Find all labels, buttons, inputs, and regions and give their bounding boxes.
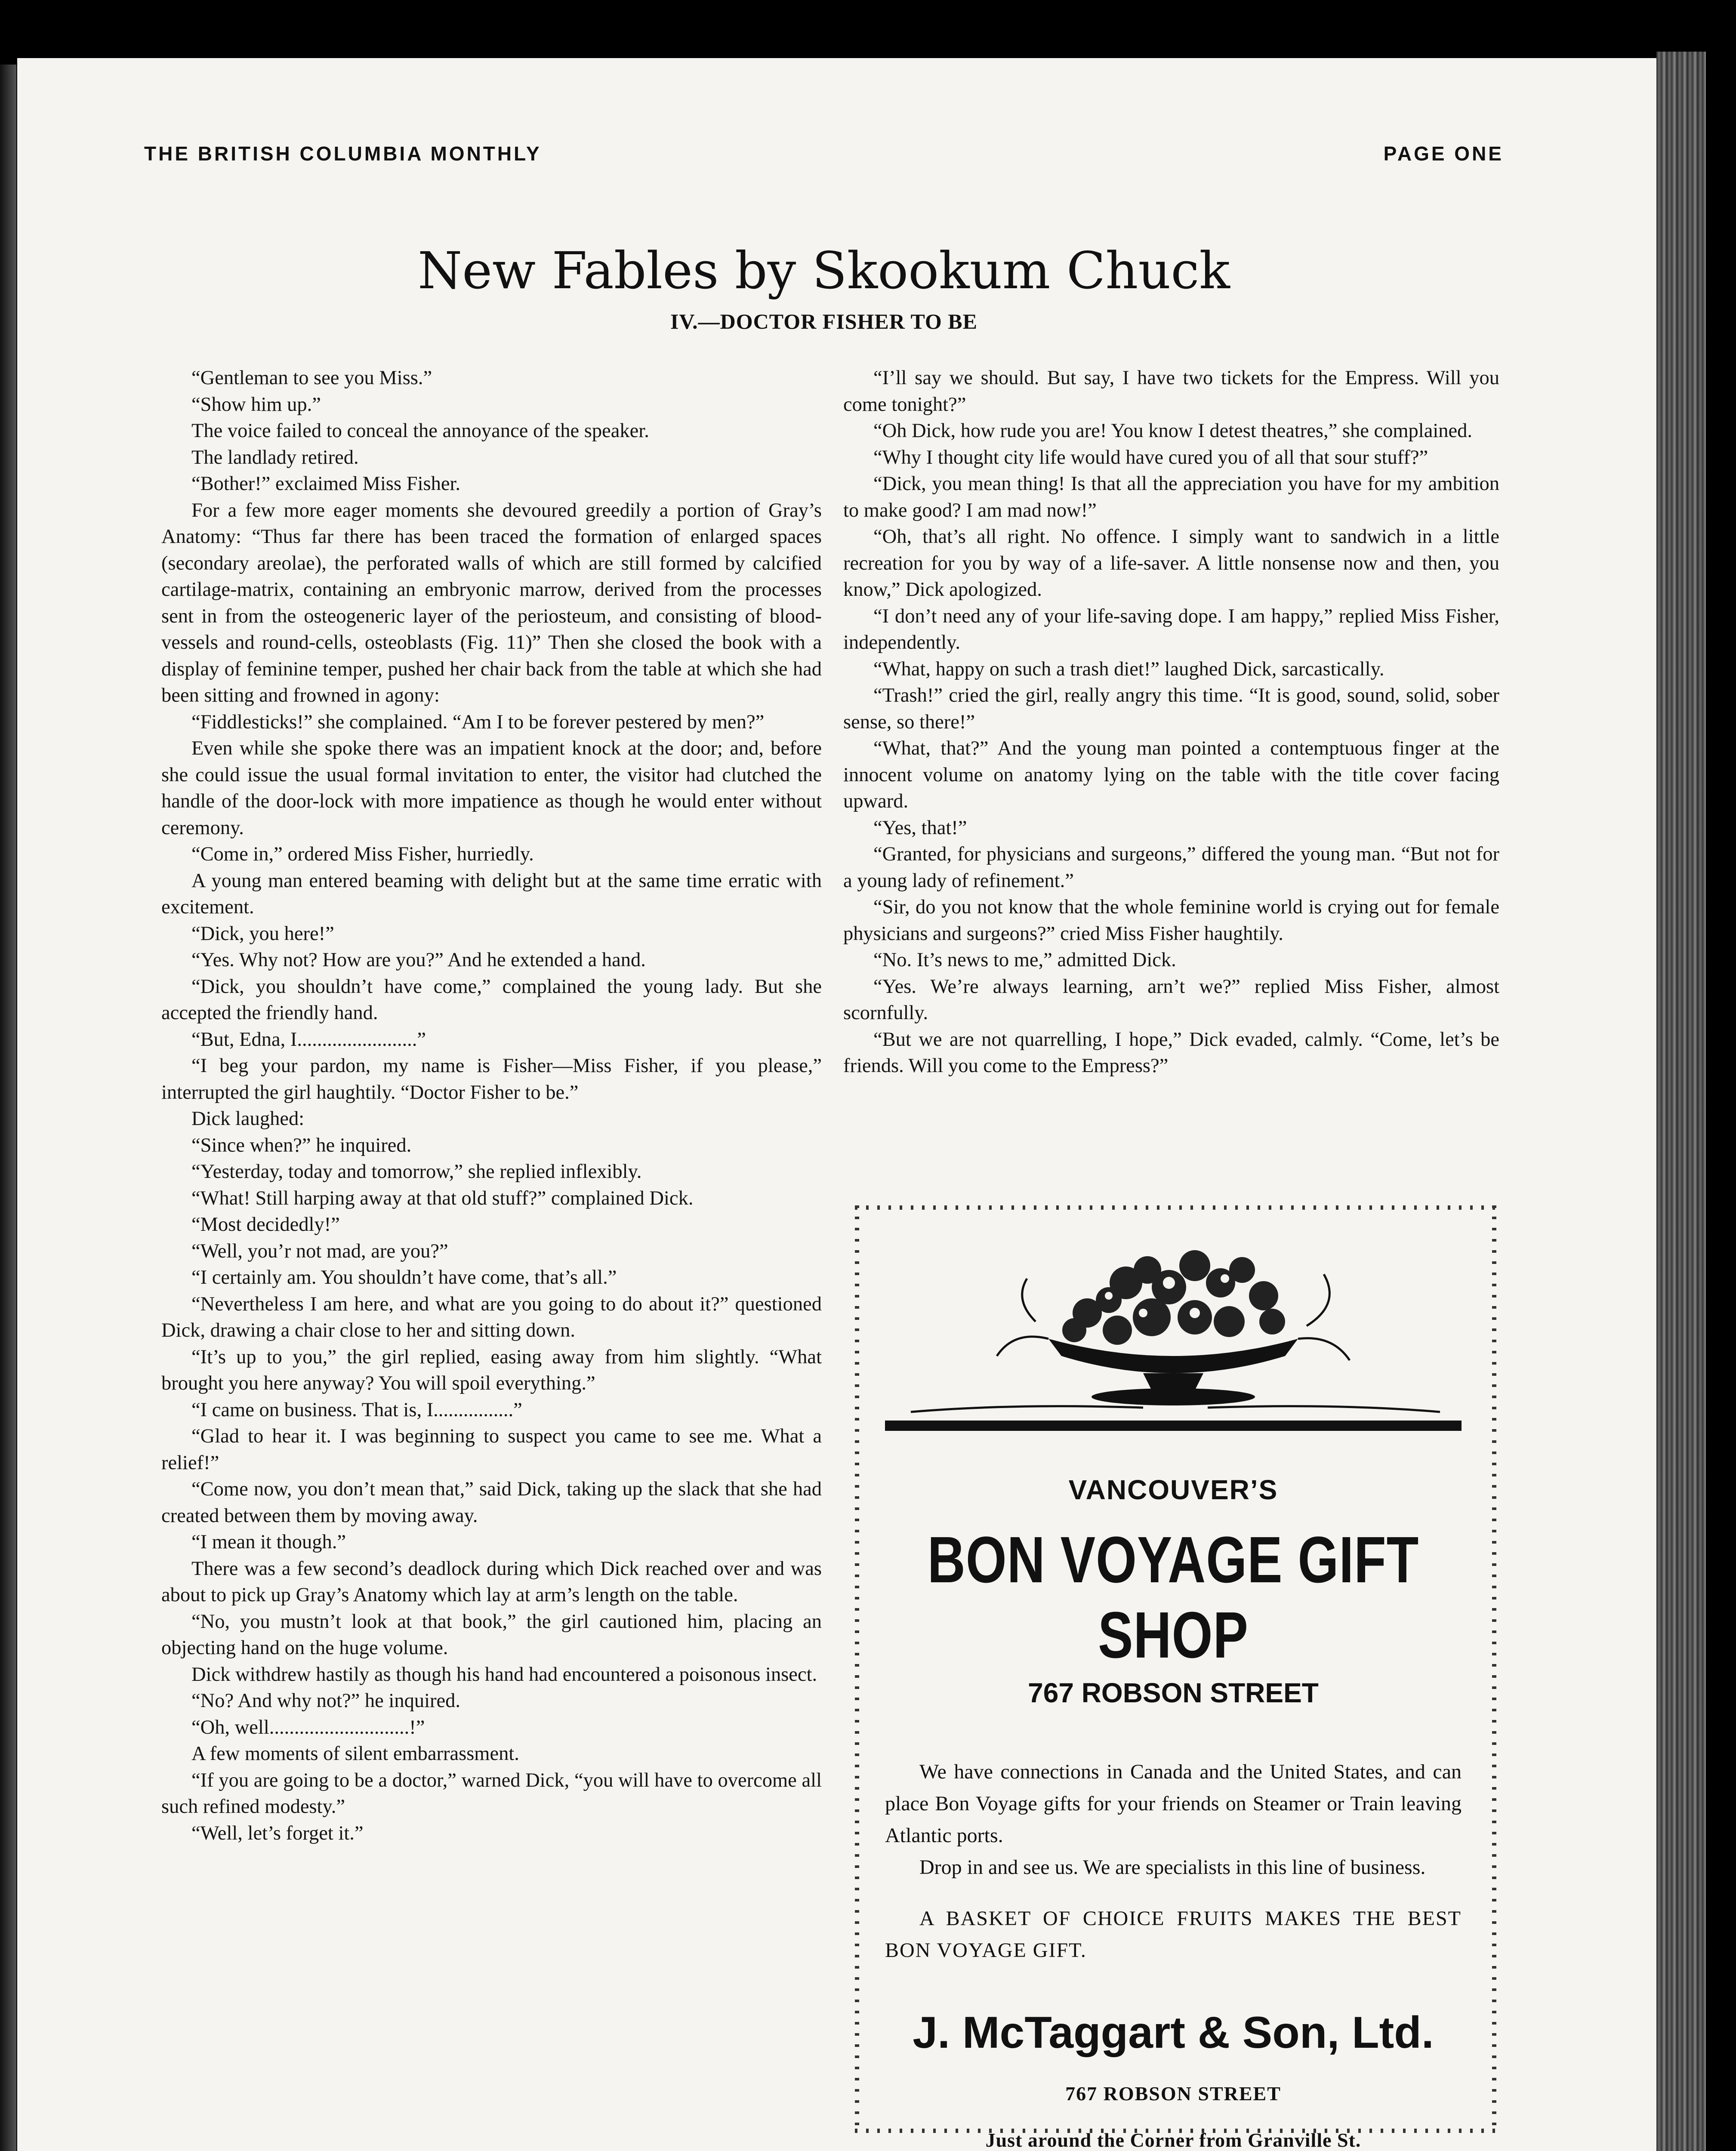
article-paragraph: “Well, let’s forget it.” bbox=[191, 1822, 364, 1844]
ad-paragraph: A BASKET OF CHOICE FRUITS MAKES THE BEST BON VOYAGE GIFT. bbox=[885, 1907, 1462, 1962]
page-number: PAGE ONE bbox=[1383, 142, 1504, 165]
magazine-name: THE BRITISH COLUMBIA MONTHLY bbox=[144, 142, 542, 165]
ad-firm-street: 767 ROBSON STREET bbox=[1065, 2083, 1281, 2105]
article-subtitle: IV.—DOCTOR FISHER TO BE bbox=[670, 309, 977, 333]
article-paragraph: “No. It’s news to me,” admitted Dick. bbox=[873, 949, 1176, 971]
article-paragraph: “Trash!” cried the girl, really angry this time. “It is good, sound, solid, sober sense, so there!” bbox=[843, 684, 1499, 733]
article-paragraph: “Glad to hear it. I was beginning to suspect you came to see me. What a relief!” bbox=[161, 1425, 822, 1474]
article-paragraph: “If you are going to be a doctor,” warned Dick, “you will have to overcome all such refined modesty.” bbox=[161, 1769, 822, 1818]
article-paragraph: “Come in,” ordered Miss Fisher, hurriedly. bbox=[191, 843, 534, 865]
article-paragraph: “Nevertheless I am here, and what are you going to do about it?” questioned Dick, drawing a chair close to her and sitting down. bbox=[161, 1293, 822, 1341]
ad-shop-name: BON VOYAGE GIFT SHOP bbox=[927, 1523, 1419, 1672]
article-paragraph: “Sir, do you not know that the whole feminine world is crying out for female physicians and surgeons?” cried Miss Fisher haughtily. bbox=[843, 896, 1499, 945]
article-paragraph: There was a few second’s deadlock during which Dick reached over and was about to pick up Gray’s Anatomy which lay at arm’s length on the table. bbox=[161, 1557, 822, 1606]
ad-body bbox=[885, 1756, 1462, 1966]
article-paragraph: “Dick, you here!” bbox=[191, 922, 334, 945]
article-paragraph: “Yes. Why not? How are you?” And he extended a hand. bbox=[191, 949, 646, 971]
article-paragraph: “But, Edna, I........................” bbox=[191, 1028, 426, 1051]
article-paragraph: “Oh, well............................!” bbox=[191, 1716, 425, 1738]
article-paragraph: “I mean it though.” bbox=[191, 1531, 346, 1553]
ad-street: 767 ROBSON STREET bbox=[1028, 1677, 1319, 1708]
article-paragraph: Dick laughed: bbox=[191, 1108, 305, 1130]
article-paragraph: “Show him up.” bbox=[191, 393, 321, 416]
ad-location-note: Just around the Corner from Granville St. bbox=[985, 2129, 1361, 2151]
article-paragraph: “Yesterday, today and tomorrow,” she replied inflexibly. bbox=[191, 1161, 642, 1183]
article-paragraph: “Well, you’r not mad, are you?” bbox=[191, 1240, 448, 1262]
article-paragraph: “Oh, that’s all right. No offence. I simply want to sandwich in a little recreation for you by way of a life-saver. A little nonsense now and then, you know,” Dick apologized. bbox=[843, 526, 1499, 601]
article-paragraph: “Bother!” exclaimed Miss Fisher. bbox=[191, 473, 461, 495]
ad-firm-name: J. McTaggart & Son, Ltd. bbox=[913, 2008, 1434, 2058]
article-paragraph: “But we are not quarrelling, I hope,” Dick evaded, calmly. “Come, let’s be friends. Will you come to the Empress?” bbox=[843, 1028, 1499, 1077]
ad-paragraph: We have connections in Canada and the United States, and can place Bon Voyage gifts for your friends on Steamer or Train leaving Atlantic ports. bbox=[885, 1760, 1462, 1847]
article-title: New Fables by Skookum Chuck bbox=[418, 241, 1230, 300]
article-column-left bbox=[161, 365, 822, 1846]
article-paragraph: “I came on business. That is, I................” bbox=[191, 1399, 522, 1421]
ad-city: VANCOUVER’S bbox=[1068, 1474, 1278, 1505]
article-paragraph: The voice failed to conceal the annoyance of the speaker. bbox=[191, 420, 649, 442]
book-edge bbox=[1656, 52, 1706, 2151]
article-paragraph: “I’ll say we should. But say, I have two tickets for the Empress. Will you come tonight?” bbox=[843, 367, 1499, 416]
article-paragraph: “Gentleman to see you Miss.” bbox=[191, 367, 432, 389]
article-paragraph: “Come now, you don’t mean that,” said Dick, taking up the slack that she had created between them by moving away. bbox=[161, 1478, 822, 1527]
article-paragraph: Dick withdrew hastily as though his hand had encountered a poisonous insect. bbox=[191, 1663, 817, 1686]
article-paragraph: “I beg your pardon, my name is Fisher—Miss Fisher, if you please,” interrupted the girl haughtily. “Doctor Fisher to be.” bbox=[161, 1055, 822, 1103]
article-paragraph: Even while she spoke there was an impatient knock at the door; and, before she could issue the usual formal invitation to enter, the visitor had clutched the handle of the door-lock with more impatience as though he would enter without ceremony. bbox=[161, 737, 822, 839]
running-header bbox=[144, 142, 1504, 165]
article-paragraph: “What, happy on such a trash diet!” laughed Dick, sarcastically. bbox=[873, 658, 1384, 680]
article-paragraph: “I don’t need any of your life-saving dope. I am happy,” replied Miss Fisher, independently. bbox=[843, 605, 1499, 653]
article-paragraph: “Yes, that!” bbox=[873, 817, 967, 839]
article-paragraph: “No, you mustn’t look at that book,” the girl cautioned him, placing an objecting hand on the huge volume. bbox=[161, 1610, 822, 1659]
article-paragraph: “Why I thought city life would have cured you of all that sour stuff?” bbox=[873, 446, 1428, 468]
ad-divider bbox=[885, 1421, 1462, 1431]
article-paragraph: “What! Still harping away at that old stuff?” complained Dick. bbox=[191, 1187, 694, 1209]
article-paragraph: “Since when?” he inquired. bbox=[191, 1134, 412, 1156]
article-paragraph: A few moments of silent embarrassment. bbox=[191, 1743, 519, 1765]
article-paragraph: “Dick, you shouldn’t have come,” complained the young lady. But she accepted the friendly hand. bbox=[161, 975, 822, 1024]
ad-paragraph: Drop in and see us. We are specialists in this line of business. bbox=[919, 1856, 1426, 1879]
article-paragraph: The landlady retired. bbox=[191, 446, 359, 468]
article-paragraph: “It’s up to you,” the girl replied, easing away from him slightly. “What brought you here anyway? You will spoil everything.” bbox=[161, 1346, 822, 1394]
article-paragraph: A young man entered beaming with delight but at the same time erratic with excitement. bbox=[161, 869, 822, 918]
article-paragraph: “Granted, for physicians and surgeons,” differed the young man. “But not for a young lady of refinement.” bbox=[843, 843, 1499, 892]
advertisement bbox=[850, 1200, 1502, 2151]
article-paragraph: “Oh Dick, how rude you are! You know I detest theatres,” she complained. bbox=[873, 420, 1473, 442]
article-paragraph: “Yes. We’re always learning, arn’t we?” replied Miss Fisher, almost scornfully. bbox=[843, 975, 1499, 1024]
fruit-basket-icon bbox=[885, 1231, 1462, 1421]
article-paragraph: “I certainly am. You shouldn’t have come, that’s all.” bbox=[191, 1267, 617, 1288]
article-column-right bbox=[843, 365, 1499, 1079]
article-paragraph: “What, that?” And the young man pointed a contemptuous finger at the innocent volume on anatomy lying on the table with the title cover facing upward. bbox=[843, 737, 1499, 812]
article-paragraph: “Fiddlesticks!” she complained. “Am I to be forever pestered by men?” bbox=[191, 711, 765, 733]
article-paragraph: “Dick, you mean thing! Is that all the appreciation you have for my ambition to make good? I am mad now!” bbox=[843, 473, 1499, 521]
article-paragraph: “No? And why not?” he inquired. bbox=[191, 1690, 461, 1712]
article-paragraph: “Most decidedly!” bbox=[191, 1214, 340, 1236]
article-paragraph: For a few more eager moments she devoured greedily a portion of Gray’s Anatomy: “Thus far there has been traced the formation of enlarged spaces (secondary areolae), the perforated walls of which are still formed by calcified cartilage-matrix, containing an embryonic marrow, derived from the processes sent in from the osteogeneric layer of the periosteum, and consisting of blood-vessels and round-cells, osteoblasts (Fig. 11)” Then she closed the book with a display of feminine temper, pushed her chair back from the table at which she had been sitting and frowned in agony: bbox=[161, 499, 822, 706]
left-page-edge bbox=[0, 65, 16, 2151]
